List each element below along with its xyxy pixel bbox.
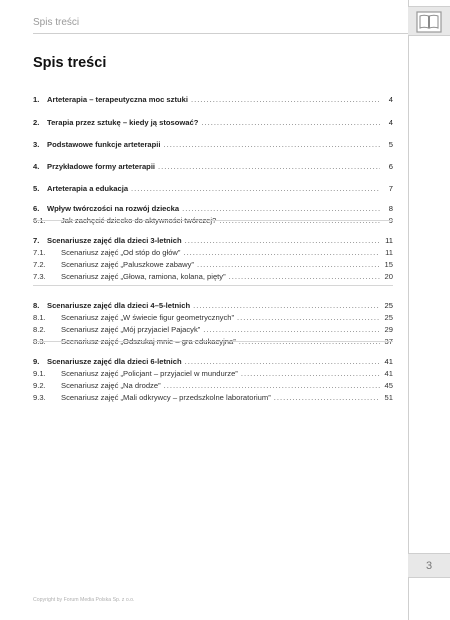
entry-number: 1. (33, 95, 40, 104)
entry-page-number: 5 (388, 140, 393, 149)
entry-page-number: 6 (388, 162, 393, 171)
toc-chapter[interactable] (33, 139, 393, 150)
entry-page-number: 11 (385, 236, 393, 245)
entry-title: Arteterapia a edukacja (47, 184, 129, 193)
entry-page-number: 8 (388, 204, 393, 213)
entry-number: 3. (33, 140, 40, 149)
entry-page-number: 45 (384, 381, 393, 390)
dot-leader (239, 337, 380, 347)
dot-leader (274, 393, 380, 403)
dot-leader (191, 95, 380, 105)
toc-subentry[interactable] (33, 392, 393, 403)
toc-chapter[interactable] (33, 300, 393, 311)
dot-leader (185, 236, 380, 246)
section-divider (33, 341, 393, 342)
entry-number: 9.2. (33, 381, 46, 390)
toc-subentry[interactable] (33, 259, 393, 270)
entry-title: Wpływ twórczości na rozwój dziecka (47, 204, 180, 213)
entry-page-number: 51 (384, 393, 393, 402)
entry-number: 6. (33, 204, 40, 213)
entry-number: 5. (33, 184, 40, 193)
entry-number: 9.1. (33, 369, 46, 378)
entry-number: 8.1. (33, 313, 46, 322)
entry-page-number: 4 (388, 118, 393, 127)
entry-title: Terapia przez sztukę – kiedy ją stosować? (47, 118, 199, 127)
dot-leader (164, 381, 380, 391)
entry-title: Scenariusze zajęć dla dzieci 3-letnich (47, 236, 182, 245)
dot-leader (164, 140, 380, 150)
entry-number: 7. (33, 236, 40, 245)
toc-subentry[interactable] (33, 247, 393, 258)
entry-page-number: 37 (384, 337, 393, 346)
entry-title: Scenariusz zajęć „W świecie figur geometrycznych” (61, 313, 235, 322)
toc-chapter[interactable] (33, 117, 393, 128)
dot-leader (182, 204, 380, 214)
dot-leader (219, 216, 380, 226)
entry-title: Scenariusz zajęć „Od stóp do głów” (61, 248, 181, 257)
entry-number: 8.2. (33, 325, 46, 334)
toc-subentry[interactable] (33, 324, 393, 335)
dot-leader (197, 260, 380, 270)
dot-leader (229, 272, 380, 282)
dot-leader (241, 369, 380, 379)
page-number: 3 (408, 553, 450, 578)
entry-title: Przykładowe formy arteterapii (47, 162, 156, 171)
copyright-footer: Copyright by Forum Media Polska Sp. z o.o. (33, 597, 135, 603)
entry-number: 7.1. (33, 248, 46, 257)
toc-subentry[interactable] (33, 271, 393, 282)
toc-chapter[interactable] (33, 203, 393, 214)
page-title: Spis treści (33, 55, 107, 71)
entry-title: Scenariusz zajęć „Głowa, ramiona, kolana, pięty” (61, 272, 226, 281)
entry-title: Scenariusz zajęć „Mój przyjaciel Pajacyk” (61, 325, 201, 334)
toc-chapter[interactable] (33, 161, 393, 172)
entry-number: 2. (33, 118, 40, 127)
entry-page-number: 25 (384, 313, 393, 322)
dot-leader (131, 184, 380, 194)
entry-title: Arteterapia – terapeutyczna moc sztuki (47, 95, 188, 104)
section-divider (33, 220, 393, 221)
entry-title: Podstawowe funkcje arteterapii (47, 140, 161, 149)
entry-page-number: 41 (384, 369, 393, 378)
header-rule (33, 33, 408, 34)
entry-number: 7.3. (33, 272, 46, 281)
entry-page-number: 15 (384, 260, 393, 269)
toc-subentry[interactable] (33, 368, 393, 379)
entry-number: 4. (33, 162, 40, 171)
dot-leader (158, 162, 380, 172)
entry-page-number: 7 (388, 184, 393, 193)
dot-leader (237, 313, 380, 323)
entry-page-number: 41 (384, 357, 393, 366)
dot-leader (203, 325, 380, 335)
entry-number: 6.1. (33, 216, 46, 225)
entry-number: 7.2. (33, 260, 46, 269)
toc-chapter[interactable] (33, 183, 393, 194)
entry-page-number: 9 (388, 216, 393, 225)
entry-number: 8.3. (33, 337, 46, 346)
dot-leader (193, 301, 380, 311)
entry-title: Scenariusz zajęć „Paluszkowe zabawy” (61, 260, 194, 269)
entry-title: Scenariusz zajęć „Na drodze” (61, 381, 161, 390)
entry-title: Scenariusz zajęć „Odszukaj mnie – gra edukacyjna” (61, 337, 236, 346)
toc-chapter[interactable] (33, 94, 393, 105)
running-header: Spis treści (33, 17, 80, 28)
toc-chapter[interactable] (33, 235, 393, 246)
entry-title: Jak zachęcić dziecko do aktywności twórczej? (61, 216, 217, 225)
dot-leader (185, 357, 380, 367)
entry-number: 9.3. (33, 393, 46, 402)
section-divider (33, 285, 393, 286)
entry-page-number: 11 (385, 248, 393, 257)
entry-page-number: 20 (384, 272, 393, 281)
entry-title: Scenariusz zajęć „Policjant – przyjaciel w mundurze” (61, 369, 238, 378)
book-icon (416, 11, 442, 33)
entry-number: 9. (33, 357, 40, 366)
entry-title: Scenariusze zajęć dla dzieci 4–5-letnich (47, 301, 191, 310)
entry-title: Scenariusze zajęć dla dzieci 6-letnich (47, 357, 182, 366)
side-rule (408, 0, 409, 620)
toc-subentry[interactable] (33, 380, 393, 391)
dot-leader (183, 248, 380, 258)
entry-number: 8. (33, 301, 40, 310)
entry-page-number: 4 (388, 95, 393, 104)
entry-title: Scenariusz zajęć „Mali odkrywcy – przedszkolne laboratorium” (61, 393, 271, 402)
entry-page-number: 25 (384, 301, 393, 310)
dot-leader (201, 118, 380, 128)
corner-tab (408, 6, 450, 36)
toc-chapter[interactable] (33, 356, 393, 367)
entry-page-number: 29 (384, 325, 393, 334)
toc-subentry[interactable] (33, 312, 393, 323)
